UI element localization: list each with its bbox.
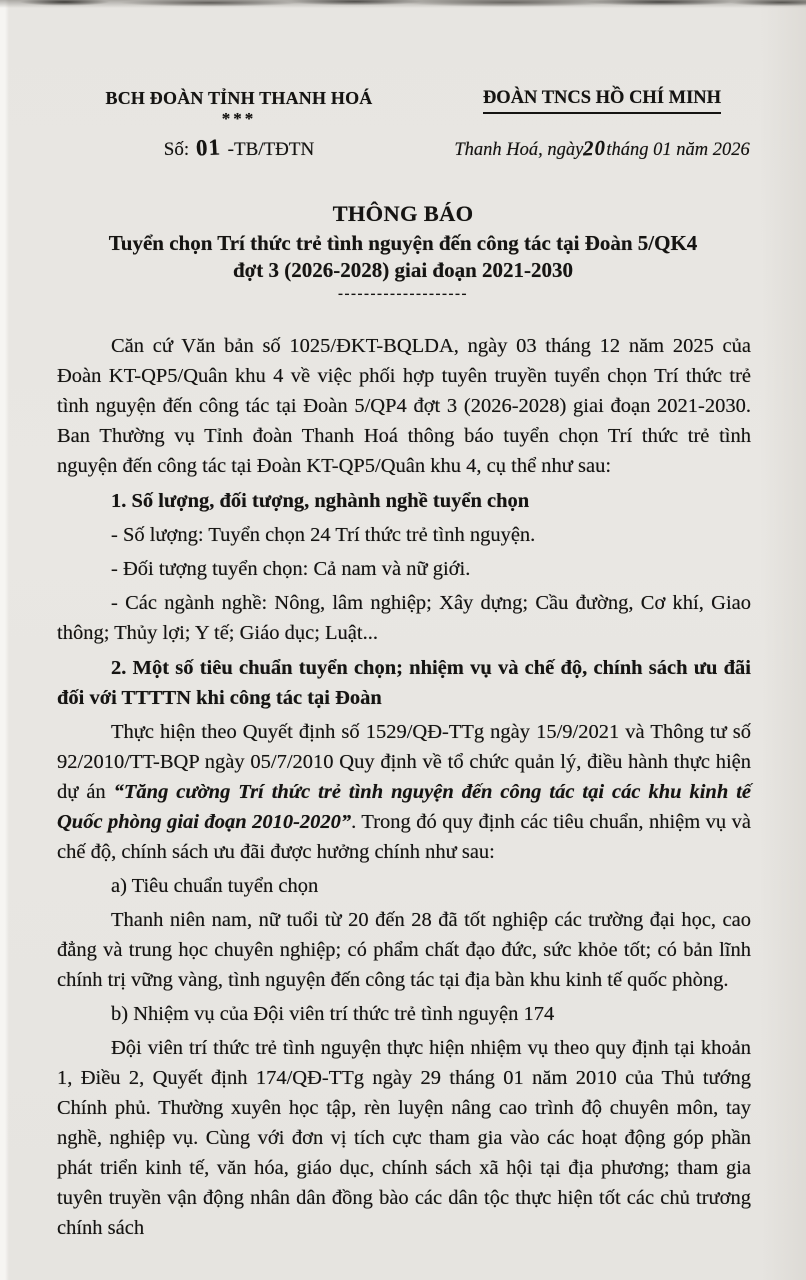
document-number xyxy=(72,135,406,161)
document-subtitle-line1: Tuyển chọn Trí thức trẻ tình nguyện đến công tác tại Đoàn 5/QK4 xyxy=(108,231,698,255)
paragraph-criteria: Thanh niên nam, nữ tuổi từ 20 đến 28 đã tốt nghiệp các trường đại học, cao đẳng và trung học chuyên nghiệp; có phẩm chất đạo đức, sức khỏe tốt; có bản lĩnh chính trị vững vàng, tình nguyện đến công tác tại địa bàn khu kinh tế quốc phòng. xyxy=(57,909,751,991)
document-number-prefix: Số: xyxy=(163,139,190,160)
document-body xyxy=(57,331,751,1247)
stars-separator: *** xyxy=(221,109,257,128)
document-number-suffix: -TB/TĐTN xyxy=(227,139,315,160)
list-item-subjects: - Đối tượng tuyển chọn: Cả nam và nữ giới. xyxy=(111,558,471,580)
regulations-text-start: Thực hiện theo Quyết định số 1529/QĐ-TTg ngày 15/9/2021 và Thông tư số 92/2010/TT-BQP ngày 05/7/2010 Quy định về tổ chức quản lý, điều hành thực hiện dự án xyxy=(57,721,751,803)
section-1-heading: 1. Số lượng, đối tượng, nghành nghề tuyển chọn xyxy=(111,490,530,512)
union-name: ĐOÀN TNCS HỒ CHÍ MINH xyxy=(483,88,721,114)
header-right-block xyxy=(434,88,770,161)
document-subtitle-line2: đợt 3 (2026-2028) giai đoạn 2021-2030 xyxy=(232,258,574,282)
place-dateline xyxy=(434,136,770,161)
header-left-block xyxy=(72,88,406,161)
paragraph-duties: Đội viên trí thức trẻ tình nguyện thực hiện nhiệm vụ theo quy định tại khoản 1, Điều 2, Quyết định 174/QĐ-TTg ngày 29 tháng 01 năm 2010 của Thủ tướng Chính phủ. Thường xuyên học tập, rèn luyện nâng cao trình độ chuyên môn, tay nghề, nghiệp vụ. Cùng với đơn vị tích cực tham gia vào các hoạt động góp phần phát triển kinh tế, văn hóa, giáo dục, chính sách xã hội tại địa phương; tham gia tuyên truyền vận động nhân dân đồng bào các dân tộc thực hiện tốt các chủ trương chính sách xyxy=(57,1037,751,1239)
dashed-separator: -------------------- xyxy=(338,286,468,302)
project-name-quote: “Tăng cường Trí thức trẻ tình nguyện đến công tác tại các khu kinh tế Quốc phòng giai đoạn 2010-2020” xyxy=(57,781,751,833)
dateline-suffix: tháng 01 năm 2026 xyxy=(606,140,750,160)
list-item-professions: - Các ngành nghề: Nông, lâm nghiệp; Xây dựng; Cầu đường, Cơ khí, Giao thông; Thủy lợi; Y tế; Giáo dục; Luật... xyxy=(57,592,751,644)
issuing-org-name: BCH ĐOÀN TỈNH THANH HOÁ xyxy=(105,88,373,108)
regulations-text-end: . Trong đó quy định các tiêu chuẩn, nhiệm vụ và chế độ, chính sách ưu đãi được hưởng chính như sau: xyxy=(57,811,751,863)
section-2-heading: 2. Một số tiêu chuẩn tuyển chọn; nhiệm vụ và chế độ, chính sách ưu đãi đối với TTTTN khi công tác tại Đoàn xyxy=(57,657,751,709)
paragraph-basis: Căn cứ Văn bản số 1025/ĐKT-BQLDA, ngày 03 tháng 12 năm 2025 của Đoàn KT-QP5/Quân khu 4 về việc phối hợp tuyên truyền tuyển chọn Trí thức trẻ tình nguyện đến công tác tại Đoàn 5/QP4 đợt 3 (2026-2028) giai đoạn 2021-2030. Ban Thường vụ Tỉnh đoàn Thanh Hoá thông báo tuyển chọn Trí thức trẻ tình nguyện đến công tác tại Đoàn KT-QP5/Quân khu 4, cụ thể như sau: xyxy=(57,335,751,477)
title-block xyxy=(0,201,806,303)
document-number-handwritten: 01 xyxy=(195,134,222,161)
list-item-quantity: - Số lượng: Tuyển chọn 24 Trí thức trẻ tình nguyện. xyxy=(111,524,536,546)
subsection-b-heading: b) Nhiệm vụ của Đội viên trí thức trẻ tình nguyện 174 xyxy=(111,1003,555,1025)
scan-artifact-top-edge xyxy=(0,0,806,8)
subsection-a-heading: a) Tiêu chuẩn tuyển chọn xyxy=(111,875,319,897)
document-title: THÔNG BÁO xyxy=(332,201,474,226)
dateline-prefix: Thanh Hoá, ngày xyxy=(454,140,584,160)
paragraph-regulations xyxy=(57,717,751,867)
dateline-day-handwritten: 20 xyxy=(582,135,607,161)
